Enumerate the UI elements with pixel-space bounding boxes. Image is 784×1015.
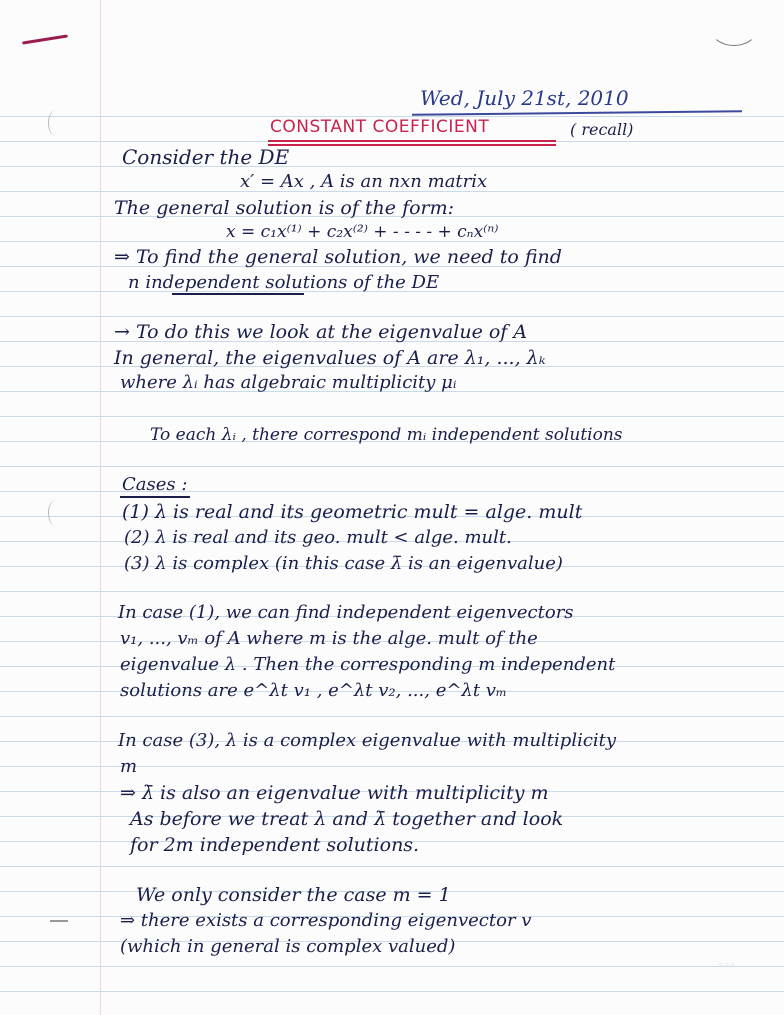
note-line: v₁, ..., vₘ of A where m is the alge. mult of the bbox=[120, 628, 538, 649]
note-line: ⇒ To find the general solution, we need to find bbox=[114, 246, 562, 268]
note-line: In case (1), we can find independent eigenvectors bbox=[118, 602, 574, 623]
note-line: solutions are e^λt v₁ , e^λt v₂, ..., e^λt vₘ bbox=[120, 680, 507, 701]
note-line: ⇒ there exists a corresponding eigenvector v bbox=[120, 910, 532, 931]
note-line: (2) λ is real and its geo. mult < alge. mult. bbox=[124, 527, 512, 548]
note-line: To each λᵢ , there correspond mᵢ independent solutions bbox=[150, 425, 623, 445]
note-line: for 2m independent solutions. bbox=[130, 834, 420, 856]
note-line: ⇒ λ̄ is also an eigenvalue with multiplicity m bbox=[120, 782, 549, 804]
note-line: m bbox=[120, 756, 138, 777]
note-line: where λᵢ has algebraic multiplicity μᵢ bbox=[120, 372, 457, 393]
margin-tick bbox=[50, 920, 68, 922]
margin-rule bbox=[100, 0, 101, 1015]
note-line: (3) λ is complex (in this case λ̄ is an eigenvalue) bbox=[124, 553, 563, 574]
note-line: The general solution is of the form: bbox=[114, 197, 455, 219]
note-line: Cases : bbox=[122, 474, 188, 495]
note-heading: CONSTANT COEFFICIENT bbox=[270, 117, 490, 137]
binder-hole-mark bbox=[48, 110, 63, 136]
independent-underline bbox=[172, 293, 304, 295]
heading-underline-2 bbox=[268, 144, 556, 146]
note-line: Consider the DE bbox=[122, 145, 290, 169]
note-line: n independent solutions of the DE bbox=[128, 272, 440, 293]
heading-underline bbox=[268, 140, 556, 142]
note-line: We only consider the case m = 1 bbox=[136, 884, 451, 906]
recall-note: ( recall) bbox=[570, 120, 634, 139]
note-date: Wed, July 21st, 2010 bbox=[420, 86, 629, 110]
note-line: In case (3), λ is a complex eigenvalue with multiplicity bbox=[118, 730, 617, 751]
page-top-margin bbox=[0, 0, 784, 92]
note-line: (which in general is complex valued) bbox=[120, 936, 456, 957]
cases-underline bbox=[120, 496, 190, 498]
note-line: (1) λ is real and its geometric mult = alge. mult bbox=[122, 501, 583, 523]
scan-watermark: ◦◦◦ bbox=[718, 960, 736, 971]
date-underline bbox=[412, 110, 742, 115]
note-line: In general, the eigenvalues of A are λ₁, ..., λₖ bbox=[114, 347, 546, 369]
note-line: x = c₁x⁽¹⁾ + c₂x⁽²⁾ + - - - - + cₙx⁽ⁿ⁾ bbox=[226, 222, 499, 242]
note-line: As before we treat λ and λ̄ together and look bbox=[130, 808, 564, 830]
note-line: eigenvalue λ . Then the corresponding m independent bbox=[120, 654, 616, 675]
corner-doodle bbox=[710, 10, 758, 46]
note-line: → To do this we look at the eigenvalue of A bbox=[114, 321, 528, 343]
binder-hole-mark bbox=[48, 500, 63, 526]
note-line: x′ = Ax , A is an nxn matrix bbox=[240, 171, 488, 192]
